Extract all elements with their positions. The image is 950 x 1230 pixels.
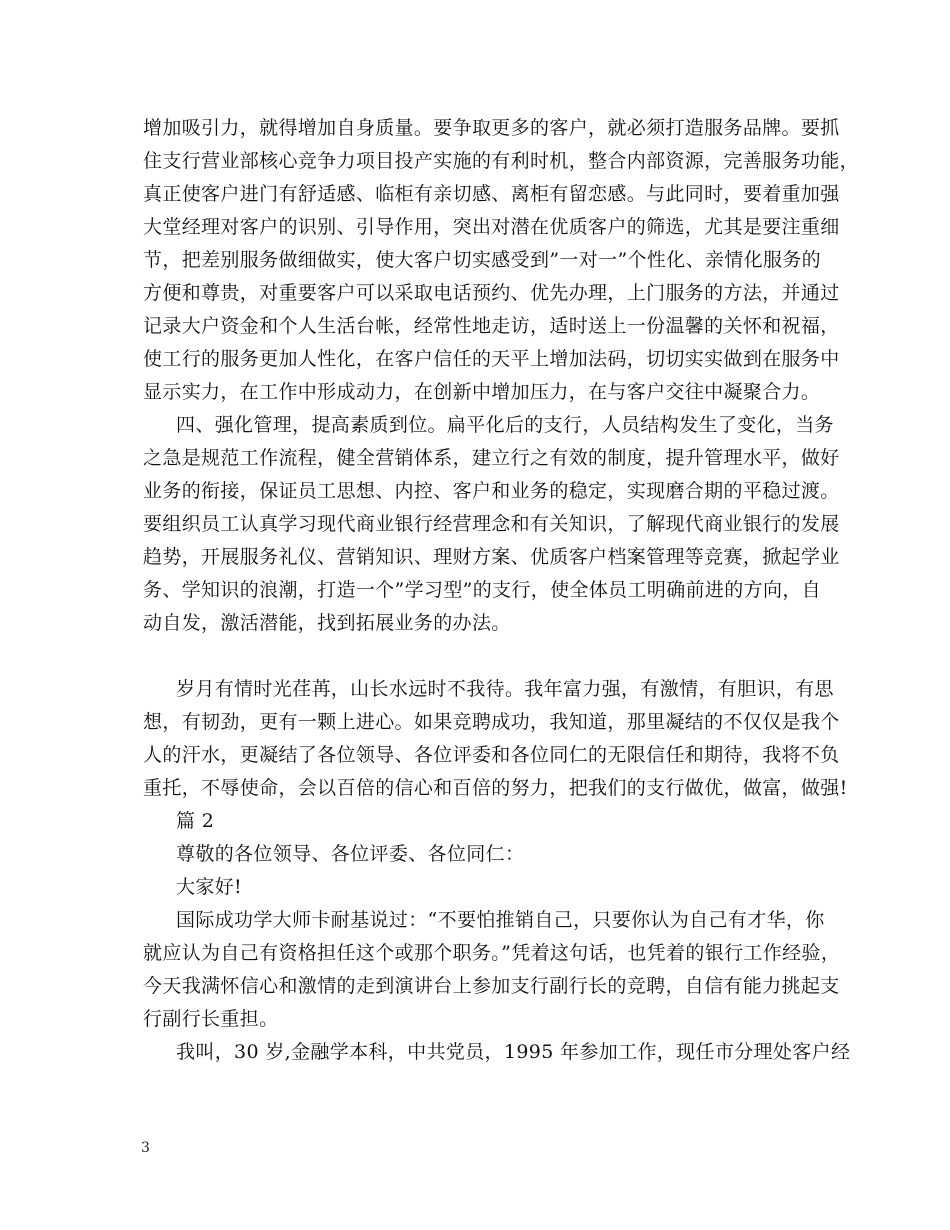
- text-line: 我叫，30 岁,金融学本科，中共党员，1995 年参加工作，现任市分理处客户经: [176, 1041, 851, 1063]
- text-line: 使工行的服务更加人性化，在客户信任的天平上增加法码，切切实实做到在服务中: [143, 348, 840, 370]
- text-line: 记录大户资金和个人生活台帐，经常性地走访，适时送上一份温馨的关怀和祝福，: [143, 315, 840, 337]
- text-line: 重托，不辱使命，会以百倍的信心和百倍的努力，把我们的支行做优，做富，做强!: [143, 777, 848, 799]
- text-line: 方便和尊贵，对重要客户可以采取电话预约、优先办理，上门服务的方法，并通过: [143, 282, 840, 304]
- text-line: 国际成功学大师卡耐基说过：“不要怕推销自己，只要你认为自己有才华，你: [176, 909, 825, 931]
- text-line: 人的汗水，更凝结了各位领导、各位评委和各位同仁的无限信任和期待，我将不负: [143, 744, 840, 766]
- text-line: 真正使客户进门有舒适感、临柜有亲切感、离柜有留恋感。与此同时，要着重加强: [143, 183, 840, 205]
- text-line: 想，有韧劲，更有一颗上进心。如果竞聘成功，我知道，那里凝结的不仅仅是我个: [143, 711, 840, 733]
- section-heading: 篇 2: [176, 810, 215, 832]
- text-line: 今天我满怀信心和激情的走到演讲台上参加支行副行长的竞聘，自信有能力挑起支: [143, 975, 840, 997]
- text-line: 显示实力，在工作中形成动力，在创新中增加压力，在与客户交往中凝聚合力。: [143, 381, 821, 403]
- greeting: 大家好!: [176, 876, 243, 898]
- text-line: 增加吸引力，就得增加自身质量。要争取更多的客户，就必须打造服务品牌。要抓: [143, 117, 840, 139]
- text-line: 四、强化管理，提高素质到位。扁平化后的支行，人员结构发生了变化，当务: [176, 414, 834, 436]
- text-line: 行副行长重担。: [143, 1008, 279, 1030]
- text-line: 业务的衔接，保证员工思想、内控、客户和业务的稳定，实现磨合期的平稳过渡。: [143, 480, 840, 502]
- text-line: 大堂经理对客户的识别、引导作用，突出对潜在优质客户的筛选，尤其是要注重细: [143, 216, 840, 238]
- text-line: 就应认为自己有资格担任这个或那个职务。”凭着这句话，也凭着的银行工作经验，: [143, 942, 841, 964]
- text-line: 动自发，激活潜能，找到拓展业务的办法。: [143, 612, 511, 634]
- text-line: 节，把差别服务做细做实，使大客户切实感受到”一对一”个性化、亲情化服务的: [143, 249, 822, 271]
- text-line: 务、学知识的浪潮，打造一个”学习型”的支行，使全体员工明确前进的方向，自: [143, 579, 822, 601]
- page-number: 3: [141, 1140, 150, 1156]
- text-line: 要组织员工认真学习现代商业银行经营理念和有关知识，了解现代商业银行的发展: [143, 513, 840, 535]
- text-line: 趋势，开展服务礼仪、营销知识、理财方案、优质客户档案管理等竞赛，掀起学业: [143, 546, 840, 568]
- text-line: 住支行营业部核心竞争力项目投产实施的有利时机，整合内部资源，完善服务功能，: [143, 150, 859, 172]
- text-line: 之急是规范工作流程，健全营销体系，建立行之有效的制度，提升管理水平，做好: [143, 447, 840, 469]
- text-line: 岁月有情时光荏苒，山长水远时不我待。我年富力强，有激情，有胆识，有思: [176, 678, 834, 700]
- salutation: 尊敬的各位领导、各位评委、各位同仁：: [176, 843, 525, 865]
